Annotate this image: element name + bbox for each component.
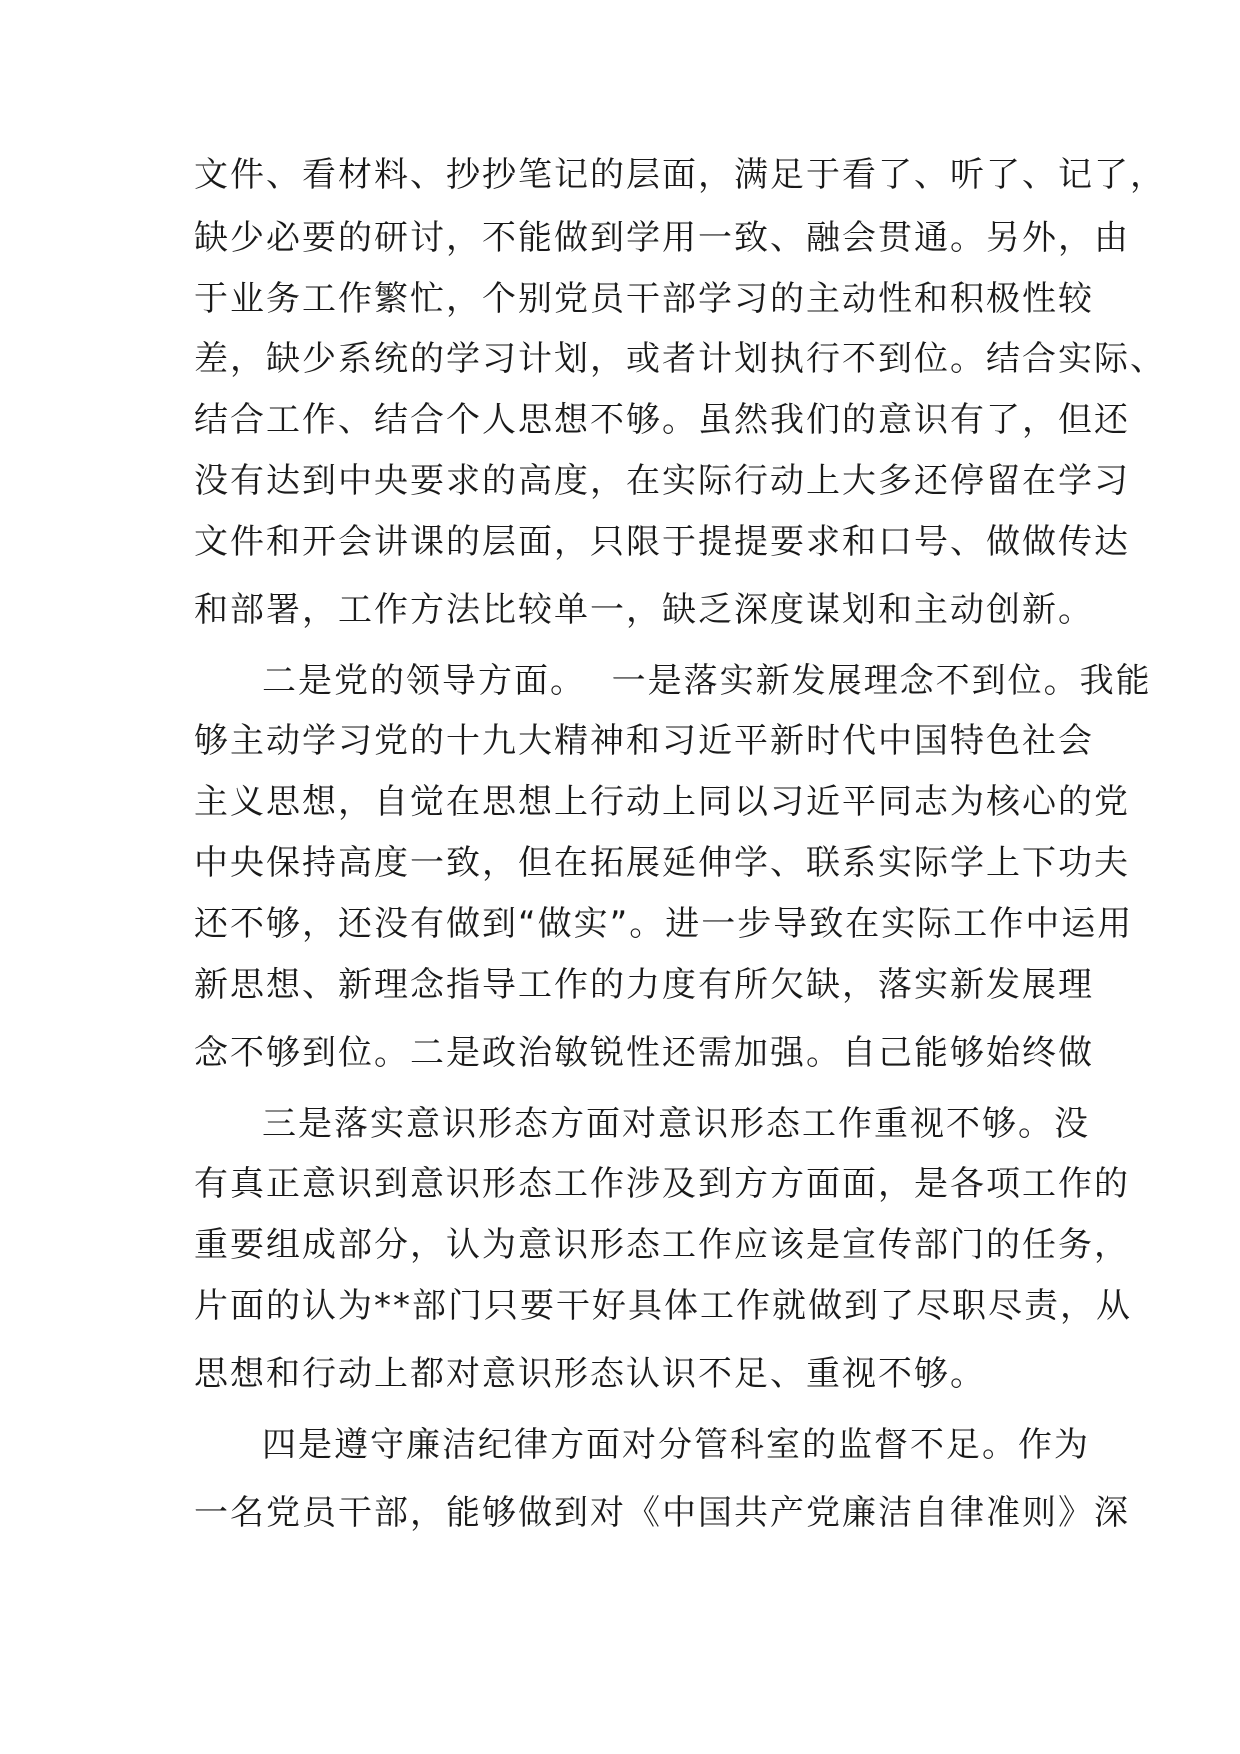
text-line: 片面的认为**部门只要干好具体工作就做到了尽职尽责，从	[194, 1286, 1132, 1326]
text-line: 缺少必要的研讨，不能做到学用一致、融会贯通。另外，由	[194, 218, 1130, 258]
text-line: 还不够，还没有做到“做实”。进一步导致在实际工作中运用	[194, 904, 1134, 944]
text-line: 够主动学习党的十九大精神和习近平新时代中国特色社会	[194, 721, 1094, 761]
text-line: 主义思想，自觉在思想上行动上同以习近平同志为核心的党	[194, 782, 1130, 822]
paragraph-heading-party-leadership: 二是党的领导方面。 一是落实新发展理念不到位。我能	[262, 661, 1152, 701]
text-line: 和部署，工作方法比较单一，缺乏深度谋划和主动创新。	[194, 590, 1094, 630]
text-line: 没有达到中央要求的高度，在实际行动上大多还停留在学习	[194, 461, 1130, 501]
text-line: 差，缺少系统的学习计划，或者计划执行不到位。结合实际、	[194, 339, 1166, 379]
paragraph-heading-integrity: 四是遵守廉洁纪律方面对分管科室的监督不足。作为	[262, 1425, 1090, 1465]
text-line: 文件和开会讲课的层面，只限于提提要求和口号、做做传达	[194, 522, 1130, 562]
text-line: 念不够到位。二是政治敏锐性还需加强。自己能够始终做	[194, 1033, 1094, 1073]
text-line: 中央保持高度一致，但在拓展延伸学、联系实际学上下功夫	[194, 843, 1130, 883]
text-line: 文件、看材料、抄抄笔记的层面，满足于看了、听了、记了，	[194, 155, 1166, 195]
text-line: 新思想、新理念指导工作的力度有所欠缺，落实新发展理	[194, 965, 1094, 1005]
text-line: 重要组成部分，认为意识形态工作应该是宣传部门的任务，	[194, 1225, 1130, 1265]
paragraph-heading-ideology: 三是落实意识形态方面对意识形态工作重视不够。没	[262, 1104, 1090, 1144]
text-line: 于业务工作繁忙，个别党员干部学习的主动性和积极性较	[194, 279, 1094, 319]
text-line: 一名党员干部，能够做到对《中国共产党廉洁自律准则》深	[194, 1493, 1130, 1533]
text-line: 思想和行动上都对意识形态认识不足、重视不够。	[194, 1354, 986, 1394]
text-line: 有真正意识到意识形态工作涉及到方方面面，是各项工作的	[194, 1164, 1130, 1204]
text-line: 结合工作、结合个人思想不够。虽然我们的意识有了，但还	[194, 400, 1130, 440]
